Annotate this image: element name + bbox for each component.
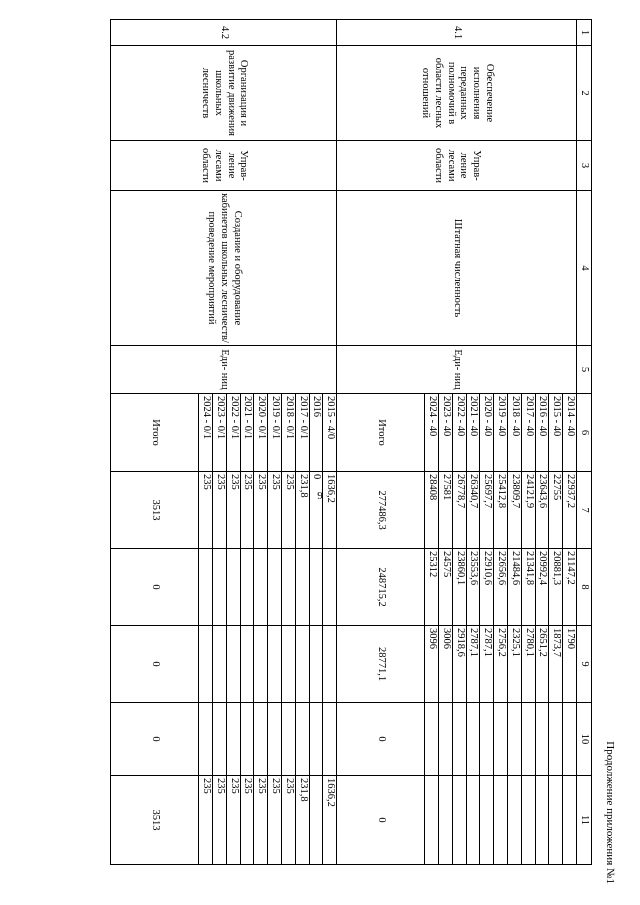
year-cell: 2020 - 40 <box>480 394 494 472</box>
value-cell <box>535 776 549 865</box>
value-cell <box>240 549 254 626</box>
value-cell <box>213 549 227 626</box>
value-cell <box>439 703 453 776</box>
value-cell <box>535 703 549 776</box>
value-cell <box>439 776 453 865</box>
value-cell: 26340,7 <box>466 472 480 549</box>
value-cell: 2651,2 <box>535 626 549 703</box>
table-row <box>563 20 577 865</box>
table-row <box>323 20 337 865</box>
value-cell: 25412,8 <box>494 472 508 549</box>
value-cell: 25312 <box>425 549 439 626</box>
value-cell: 21341,8 <box>521 549 535 626</box>
col-header: 1 <box>577 20 592 46</box>
value-cell <box>508 776 522 865</box>
value-cell: 235 <box>254 472 268 549</box>
value-cell: 235 <box>268 776 282 865</box>
total-value: 0 <box>337 776 425 865</box>
value-cell: 1636,2 <box>323 472 337 549</box>
col-header: 8 <box>577 549 592 626</box>
value-cell <box>226 703 240 776</box>
value-cell <box>213 703 227 776</box>
value-cell: 26778,7 <box>452 472 466 549</box>
value-cell <box>282 549 296 626</box>
value-cell: 2787,1 <box>466 626 480 703</box>
value-cell <box>295 626 309 703</box>
value-cell: 235 <box>213 776 227 865</box>
col-header: 10 <box>577 703 592 776</box>
value-cell <box>254 549 268 626</box>
total-value: 277486,3 <box>337 472 425 549</box>
value-cell <box>240 703 254 776</box>
unit: Еди- ниц <box>111 346 337 394</box>
year-cell: 2023 - 40 <box>439 394 453 472</box>
value-cell: 20992,4 <box>535 549 549 626</box>
section-number: 4.1 <box>337 20 577 46</box>
value-cell <box>309 776 323 865</box>
value-cell: 1636,2 <box>323 776 337 865</box>
value-cell: 22937,2 <box>563 472 577 549</box>
value-cell: 1873,7 <box>549 626 563 703</box>
value-cell: 22755 <box>549 472 563 549</box>
value-cell <box>323 549 337 626</box>
value-cell: 24121,9 <box>521 472 535 549</box>
year-cell: 2022 - 40 <box>452 394 466 472</box>
value-cell <box>282 626 296 703</box>
value-cell <box>466 776 480 865</box>
value-cell <box>199 626 213 703</box>
value-cell <box>480 776 494 865</box>
section-number: 4.2 <box>111 20 337 46</box>
col-header: 9 <box>577 626 592 703</box>
total-value: 28771,1 <box>337 626 425 703</box>
total-value: 3513 <box>111 472 199 549</box>
value-cell: 20881,3 <box>549 549 563 626</box>
value-cell: 235 <box>240 776 254 865</box>
value-cell <box>295 703 309 776</box>
value-cell: 23553,6 <box>466 549 480 626</box>
value-cell: 235 <box>240 472 254 549</box>
value-cell <box>199 703 213 776</box>
value-cell: 0 <box>309 472 323 549</box>
executor: Управ- ление лесами области <box>337 141 577 191</box>
value-cell <box>494 776 508 865</box>
value-cell <box>521 776 535 865</box>
value-cell <box>226 549 240 626</box>
value-cell: 23643,6 <box>535 472 549 549</box>
year-cell: 2017 - 0/1 <box>295 394 309 472</box>
value-cell: 235 <box>282 472 296 549</box>
value-cell <box>254 626 268 703</box>
value-cell <box>563 703 577 776</box>
value-cell: 235 <box>213 472 227 549</box>
column-number-row <box>577 20 592 865</box>
indicator: Штатная численность <box>337 191 577 346</box>
value-cell: 235 <box>199 472 213 549</box>
value-cell <box>282 703 296 776</box>
value-cell <box>295 549 309 626</box>
measure-name: Обеспечение исполнения переданных полномочий в области лесных отношений <box>337 46 577 141</box>
executor: Управ- ление лесами области <box>111 141 337 191</box>
value-cell <box>226 626 240 703</box>
value-cell: 21147,2 <box>563 549 577 626</box>
value-cell <box>425 776 439 865</box>
value-cell <box>309 626 323 703</box>
year-cell: 2023 - 0/1 <box>213 394 227 472</box>
total-value: 0 <box>111 549 199 626</box>
total-value: 0 <box>337 703 425 776</box>
total-value: 0 <box>111 703 199 776</box>
value-cell <box>268 703 282 776</box>
year-cell: 2022 - 0/1 <box>226 394 240 472</box>
value-cell: 1790 <box>563 626 577 703</box>
measure-name: Организация и развитие движения школьных лесничеств <box>111 46 337 141</box>
value-cell: 231,8 <box>295 472 309 549</box>
value-cell: 23809,7 <box>508 472 522 549</box>
year-cell: 2021 - 0/1 <box>240 394 254 472</box>
value-cell: 235 <box>226 776 240 865</box>
col-header: 11 <box>577 776 592 865</box>
year-cell: 2018 - 0/1 <box>282 394 296 472</box>
value-cell: 235 <box>226 472 240 549</box>
value-cell: 21484,6 <box>508 549 522 626</box>
value-cell <box>480 703 494 776</box>
value-cell <box>199 549 213 626</box>
year-cell: 2021 - 40 <box>466 394 480 472</box>
value-cell: 2325,1 <box>508 626 522 703</box>
value-cell: 25697,7 <box>480 472 494 549</box>
col-header: 4 <box>577 191 592 346</box>
col-header: 6 <box>577 394 592 472</box>
col-header: 5 <box>577 346 592 394</box>
program-table <box>110 19 592 865</box>
total-value: 248715,2 <box>337 549 425 626</box>
year-cell: 2018 - 40 <box>508 394 522 472</box>
year-cell: 2014 - 40 <box>563 394 577 472</box>
value-cell <box>425 703 439 776</box>
continuation-note: Продолжение приложения №1 <box>604 741 616 884</box>
value-cell: 2918,6 <box>452 626 466 703</box>
value-cell: 2756,2 <box>494 626 508 703</box>
value-cell <box>323 626 337 703</box>
total-value: 0 <box>111 626 199 703</box>
value-cell <box>254 703 268 776</box>
value-cell: 235 <box>199 776 213 865</box>
year-cell: 2019 - 0/1 <box>268 394 282 472</box>
year-cell: 2019 - 40 <box>494 394 508 472</box>
value-cell <box>452 776 466 865</box>
value-cell: 27581 <box>439 472 453 549</box>
value-cell <box>309 549 323 626</box>
value-cell <box>508 703 522 776</box>
value-cell: 235 <box>282 776 296 865</box>
year-cell: 2024 - 40 <box>425 394 439 472</box>
unit: Еди- ниц <box>337 346 577 394</box>
value-cell: 235 <box>254 776 268 865</box>
value-cell: 2787,1 <box>480 626 494 703</box>
total-label: Итого <box>111 394 199 472</box>
year-cell: 2015 - 40 <box>549 394 563 472</box>
total-label: Итого <box>337 394 425 472</box>
value-cell <box>268 549 282 626</box>
value-cell: 231,8 <box>295 776 309 865</box>
value-cell <box>549 703 563 776</box>
year-cell: 2015 - 4/0 <box>323 394 337 472</box>
page-number: 9 <box>317 490 323 502</box>
value-cell <box>452 703 466 776</box>
year-cell: 2016 <box>309 394 323 472</box>
value-cell: 235 <box>268 472 282 549</box>
value-cell: 28408 <box>425 472 439 549</box>
value-cell: 24575 <box>439 549 453 626</box>
year-cell: 2020 - 0/1 <box>254 394 268 472</box>
value-cell: 3006 <box>439 626 453 703</box>
table-body <box>111 20 577 865</box>
value-cell <box>466 703 480 776</box>
year-cell: 2016 - 40 <box>535 394 549 472</box>
total-value: 3513 <box>111 776 199 865</box>
value-cell <box>309 703 323 776</box>
value-cell <box>563 776 577 865</box>
value-cell <box>213 626 227 703</box>
value-cell: 22910,6 <box>480 549 494 626</box>
value-cell <box>521 703 535 776</box>
value-cell: 3096 <box>425 626 439 703</box>
rotated-page <box>87 15 622 890</box>
col-header: 2 <box>577 46 592 141</box>
indicator: Создание и оборудование кабинетов школьных лесничеств/проведение мероприятий <box>111 191 337 346</box>
value-cell <box>240 626 254 703</box>
value-cell <box>549 776 563 865</box>
value-cell <box>494 703 508 776</box>
col-header: 3 <box>577 141 592 191</box>
year-cell: 2017 - 40 <box>521 394 535 472</box>
value-cell <box>323 703 337 776</box>
value-cell: 2780,1 <box>521 626 535 703</box>
value-cell <box>268 626 282 703</box>
value-cell: 23860,1 <box>452 549 466 626</box>
year-cell: 2024 - 0/1 <box>199 394 213 472</box>
col-header: 7 <box>577 472 592 549</box>
value-cell: 22656,6 <box>494 549 508 626</box>
